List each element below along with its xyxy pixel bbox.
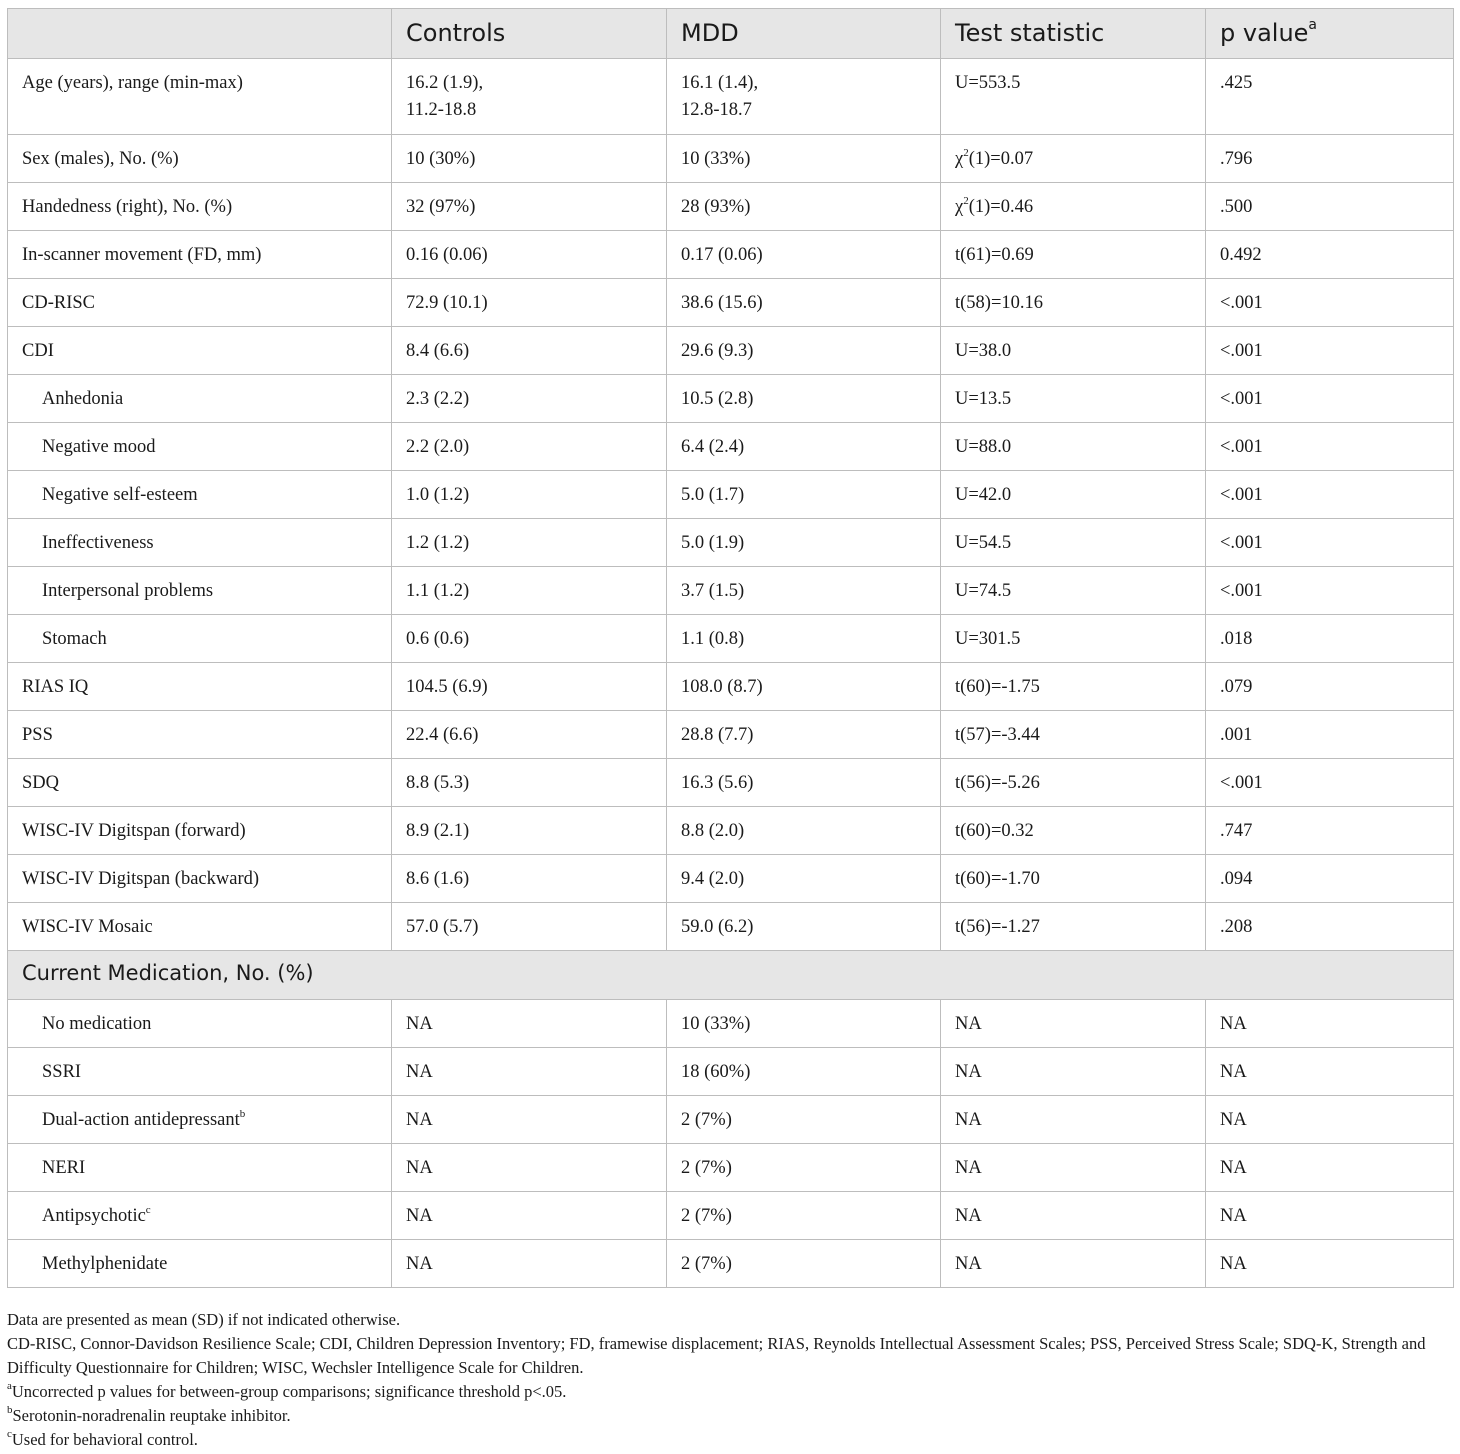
controls-value: 1.0 (1.2) bbox=[392, 471, 667, 519]
table-row bbox=[8, 615, 1454, 663]
table-body bbox=[8, 59, 1454, 1288]
note-abbreviations: CD-RISC, Connor-Davidson Resilience Scale; CDI, Children Depression Inventory; FD, framewise displacement; RIAS, Reynolds Intellectual Assessment Scales; PSS, Perceived Stress Scale; SDQ-K, Strength and Difficulty Questionnaire for Children; WISC, Wechsler Intelligence Scale for Children. bbox=[7, 1334, 1426, 1377]
medication-row bbox=[8, 1048, 1454, 1096]
table-row bbox=[8, 711, 1454, 759]
medication-label bbox=[8, 1192, 392, 1240]
row-label: CD-RISC bbox=[8, 279, 392, 327]
row-label: PSS bbox=[8, 711, 392, 759]
controls-value: 8.6 (1.6) bbox=[392, 855, 667, 903]
mdd-value: 28.8 (7.7) bbox=[667, 711, 941, 759]
header-cell-controls: Controls bbox=[392, 9, 667, 59]
p-value: <.001 bbox=[1206, 567, 1454, 615]
controls-value: 1.1 (1.2) bbox=[392, 567, 667, 615]
table-row bbox=[8, 759, 1454, 807]
medication-name: Methylphenidate bbox=[42, 1254, 168, 1274]
footnote-c-mark: c bbox=[7, 1428, 12, 1440]
medication-label bbox=[8, 1048, 392, 1096]
test-statistic: t(60)=0.32 bbox=[941, 807, 1206, 855]
p-value: .079 bbox=[1206, 663, 1454, 711]
controls-value: 104.5 (6.9) bbox=[392, 663, 667, 711]
medication-footnote-mark: c bbox=[145, 1204, 151, 1216]
p-value: .208 bbox=[1206, 903, 1454, 951]
mdd-value: 29.6 (9.3) bbox=[667, 327, 941, 375]
p-value: NA bbox=[1206, 1048, 1454, 1096]
mdd-value: 10 (33%) bbox=[667, 135, 941, 183]
p-value: NA bbox=[1206, 1144, 1454, 1192]
controls-value bbox=[392, 59, 667, 135]
p-value: <.001 bbox=[1206, 471, 1454, 519]
mdd-value: 2 (7%) bbox=[667, 1096, 941, 1144]
table-row bbox=[8, 423, 1454, 471]
medication-row bbox=[8, 1240, 1454, 1288]
row-label: In-scanner movement (FD, mm) bbox=[8, 231, 392, 279]
cell-line: 11.2-18.8 bbox=[406, 100, 477, 120]
medication-row bbox=[8, 1000, 1454, 1048]
row-label: RIAS IQ bbox=[8, 663, 392, 711]
table-row bbox=[8, 519, 1454, 567]
chi-exponent: 2 bbox=[963, 195, 969, 207]
footnote-c-text: Used for behavioral control. bbox=[11, 1430, 198, 1449]
mdd-value: 59.0 (6.2) bbox=[667, 903, 941, 951]
mdd-value: 8.8 (2.0) bbox=[667, 807, 941, 855]
test-statistic: U=74.5 bbox=[941, 567, 1206, 615]
test-statistic: U=301.5 bbox=[941, 615, 1206, 663]
test-statistic: t(57)=-3.44 bbox=[941, 711, 1206, 759]
medication-footnote-mark: b bbox=[239, 1108, 246, 1120]
row-label: Ineffectiveness bbox=[8, 519, 392, 567]
mdd-value: 108.0 (8.7) bbox=[667, 663, 941, 711]
table-row bbox=[8, 231, 1454, 279]
demographics-table-container bbox=[7, 8, 1453, 1288]
medication-label bbox=[8, 1144, 392, 1192]
row-label: Handedness (right), No. (%) bbox=[8, 183, 392, 231]
chi-symbol: χ bbox=[955, 197, 964, 217]
controls-value: 32 (97%) bbox=[392, 183, 667, 231]
section-title: Current Medication, No. (%) bbox=[8, 951, 1454, 1000]
row-label: CDI bbox=[8, 327, 392, 375]
medication-row bbox=[8, 1096, 1454, 1144]
test-statistic bbox=[941, 183, 1206, 231]
controls-value: 2.2 (2.0) bbox=[392, 423, 667, 471]
chi-symbol: χ bbox=[955, 149, 964, 169]
mdd-value: 6.4 (2.4) bbox=[667, 423, 941, 471]
test-statistic: t(60)=-1.75 bbox=[941, 663, 1206, 711]
controls-value: 8.9 (2.1) bbox=[392, 807, 667, 855]
chi-exponent: 2 bbox=[963, 147, 969, 159]
p-value: <.001 bbox=[1206, 423, 1454, 471]
mdd-value: 1.1 (0.8) bbox=[667, 615, 941, 663]
table-row bbox=[8, 471, 1454, 519]
cell-line: 16.2 (1.9), bbox=[406, 73, 484, 93]
row-label: SDQ bbox=[8, 759, 392, 807]
p-value: <.001 bbox=[1206, 327, 1454, 375]
test-statistic: U=88.0 bbox=[941, 423, 1206, 471]
header-row bbox=[8, 9, 1454, 59]
p-value: .500 bbox=[1206, 183, 1454, 231]
test-statistic: U=54.5 bbox=[941, 519, 1206, 567]
row-label: Negative mood bbox=[8, 423, 392, 471]
header-cell-label bbox=[8, 9, 392, 59]
controls-value: NA bbox=[392, 1240, 667, 1288]
mdd-value: 2 (7%) bbox=[667, 1240, 941, 1288]
controls-value: 0.6 (0.6) bbox=[392, 615, 667, 663]
p-value: NA bbox=[1206, 1000, 1454, 1048]
footnote-c bbox=[7, 1428, 1457, 1452]
mdd-value: 18 (60%) bbox=[667, 1048, 941, 1096]
test-statistic: NA bbox=[941, 1000, 1206, 1048]
mdd-value: 10 (33%) bbox=[667, 1000, 941, 1048]
medication-name: Antipsychotic bbox=[42, 1206, 146, 1226]
medication-name: Dual-action antidepressant bbox=[42, 1110, 240, 1130]
table-row bbox=[8, 135, 1454, 183]
mdd-value: 5.0 (1.7) bbox=[667, 471, 941, 519]
table-row bbox=[8, 375, 1454, 423]
row-label: Sex (males), No. (%) bbox=[8, 135, 392, 183]
p-value: .425 bbox=[1206, 59, 1454, 135]
row-label: Age (years), range (min-max) bbox=[8, 59, 392, 135]
header-p-value-footnote-mark: a bbox=[1308, 17, 1318, 33]
table-row bbox=[8, 327, 1454, 375]
row-label: Interpersonal problems bbox=[8, 567, 392, 615]
test-statistic: t(58)=10.16 bbox=[941, 279, 1206, 327]
row-label: Stomach bbox=[8, 615, 392, 663]
mdd-value: 16.3 (5.6) bbox=[667, 759, 941, 807]
controls-value: NA bbox=[392, 1144, 667, 1192]
footnote-b-text: Serotonin-noradrenalin reuptake inhibitor. bbox=[12, 1406, 291, 1425]
p-value: NA bbox=[1206, 1192, 1454, 1240]
row-label: WISC-IV Digitspan (backward) bbox=[8, 855, 392, 903]
mdd-value: 3.7 (1.5) bbox=[667, 567, 941, 615]
table-row bbox=[8, 903, 1454, 951]
test-statistic: NA bbox=[941, 1144, 1206, 1192]
table-row bbox=[8, 663, 1454, 711]
row-label: Negative self-esteem bbox=[8, 471, 392, 519]
mdd-value: 2 (7%) bbox=[667, 1192, 941, 1240]
controls-value: 1.2 (1.2) bbox=[392, 519, 667, 567]
demographics-table bbox=[7, 8, 1454, 1288]
mdd-value: 5.0 (1.9) bbox=[667, 519, 941, 567]
test-statistic: t(60)=-1.70 bbox=[941, 855, 1206, 903]
footnote-a-text: Uncorrected p values for between-group comparisons; significance threshold p<.05. bbox=[11, 1382, 567, 1401]
p-value: <.001 bbox=[1206, 759, 1454, 807]
medication-label bbox=[8, 1000, 392, 1048]
row-label: Anhedonia bbox=[8, 375, 392, 423]
test-statistic: U=553.5 bbox=[941, 59, 1206, 135]
chi-value: (1)=0.46 bbox=[968, 197, 1034, 217]
footnote-a bbox=[7, 1380, 1457, 1404]
controls-value: 2.3 (2.2) bbox=[392, 375, 667, 423]
row-label: WISC-IV Digitspan (forward) bbox=[8, 807, 392, 855]
medication-label bbox=[8, 1096, 392, 1144]
controls-value: 10 (30%) bbox=[392, 135, 667, 183]
test-statistic bbox=[941, 135, 1206, 183]
controls-value: NA bbox=[392, 1096, 667, 1144]
p-value: .001 bbox=[1206, 711, 1454, 759]
cell-line: 16.1 (1.4), bbox=[681, 73, 759, 93]
mdd-value: 38.6 (15.6) bbox=[667, 279, 941, 327]
footnote-b bbox=[7, 1404, 1457, 1428]
table-footnotes bbox=[7, 1308, 1457, 1452]
controls-value: 72.9 (10.1) bbox=[392, 279, 667, 327]
controls-value: NA bbox=[392, 1048, 667, 1096]
table-row bbox=[8, 279, 1454, 327]
header-p-value-text: p value bbox=[1220, 19, 1309, 47]
cell-line: 12.8-18.7 bbox=[681, 100, 752, 120]
test-statistic: NA bbox=[941, 1192, 1206, 1240]
controls-value: 57.0 (5.7) bbox=[392, 903, 667, 951]
test-statistic: U=13.5 bbox=[941, 375, 1206, 423]
p-value: 0.492 bbox=[1206, 231, 1454, 279]
p-value: NA bbox=[1206, 1240, 1454, 1288]
header-cell-mdd: MDD bbox=[667, 9, 941, 59]
p-value: .018 bbox=[1206, 615, 1454, 663]
footnote-b-mark: b bbox=[7, 1404, 13, 1416]
mdd-value: 28 (93%) bbox=[667, 183, 941, 231]
p-value: <.001 bbox=[1206, 375, 1454, 423]
p-value: .094 bbox=[1206, 855, 1454, 903]
mdd-value: 10.5 (2.8) bbox=[667, 375, 941, 423]
mdd-value: 2 (7%) bbox=[667, 1144, 941, 1192]
controls-value: 8.8 (5.3) bbox=[392, 759, 667, 807]
controls-value: 22.4 (6.6) bbox=[392, 711, 667, 759]
mdd-value bbox=[667, 59, 941, 135]
test-statistic: t(56)=-1.27 bbox=[941, 903, 1206, 951]
controls-value: 0.16 (0.06) bbox=[392, 231, 667, 279]
medication-row bbox=[8, 1192, 1454, 1240]
note-data-presentation: Data are presented as mean (SD) if not indicated otherwise. bbox=[7, 1310, 401, 1329]
controls-value: NA bbox=[392, 1000, 667, 1048]
mdd-value: 9.4 (2.0) bbox=[667, 855, 941, 903]
test-statistic: t(61)=0.69 bbox=[941, 231, 1206, 279]
table-row bbox=[8, 59, 1454, 135]
table-row bbox=[8, 567, 1454, 615]
medication-name: SSRI bbox=[42, 1062, 82, 1082]
chi-value: (1)=0.07 bbox=[968, 149, 1034, 169]
test-statistic: U=38.0 bbox=[941, 327, 1206, 375]
medication-row bbox=[8, 1144, 1454, 1192]
controls-value: 8.4 (6.6) bbox=[392, 327, 667, 375]
test-statistic: t(56)=-5.26 bbox=[941, 759, 1206, 807]
p-value: <.001 bbox=[1206, 279, 1454, 327]
p-value: <.001 bbox=[1206, 519, 1454, 567]
test-statistic: NA bbox=[941, 1240, 1206, 1288]
p-value: NA bbox=[1206, 1096, 1454, 1144]
mdd-value: 0.17 (0.06) bbox=[667, 231, 941, 279]
medication-name: NERI bbox=[42, 1158, 86, 1178]
medication-label bbox=[8, 1240, 392, 1288]
test-statistic: NA bbox=[941, 1048, 1206, 1096]
medication-name: No medication bbox=[42, 1014, 152, 1034]
table-row bbox=[8, 807, 1454, 855]
p-value: .796 bbox=[1206, 135, 1454, 183]
row-label: WISC-IV Mosaic bbox=[8, 903, 392, 951]
p-value: .747 bbox=[1206, 807, 1454, 855]
footnote-a-mark: a bbox=[7, 1380, 12, 1392]
controls-value: NA bbox=[392, 1192, 667, 1240]
test-statistic: NA bbox=[941, 1096, 1206, 1144]
section-row bbox=[8, 951, 1454, 1000]
table-row bbox=[8, 183, 1454, 231]
test-statistic: U=42.0 bbox=[941, 471, 1206, 519]
header-cell-test-statistic: Test statistic bbox=[941, 9, 1206, 59]
header-cell-p-value bbox=[1206, 9, 1454, 59]
table-row bbox=[8, 855, 1454, 903]
